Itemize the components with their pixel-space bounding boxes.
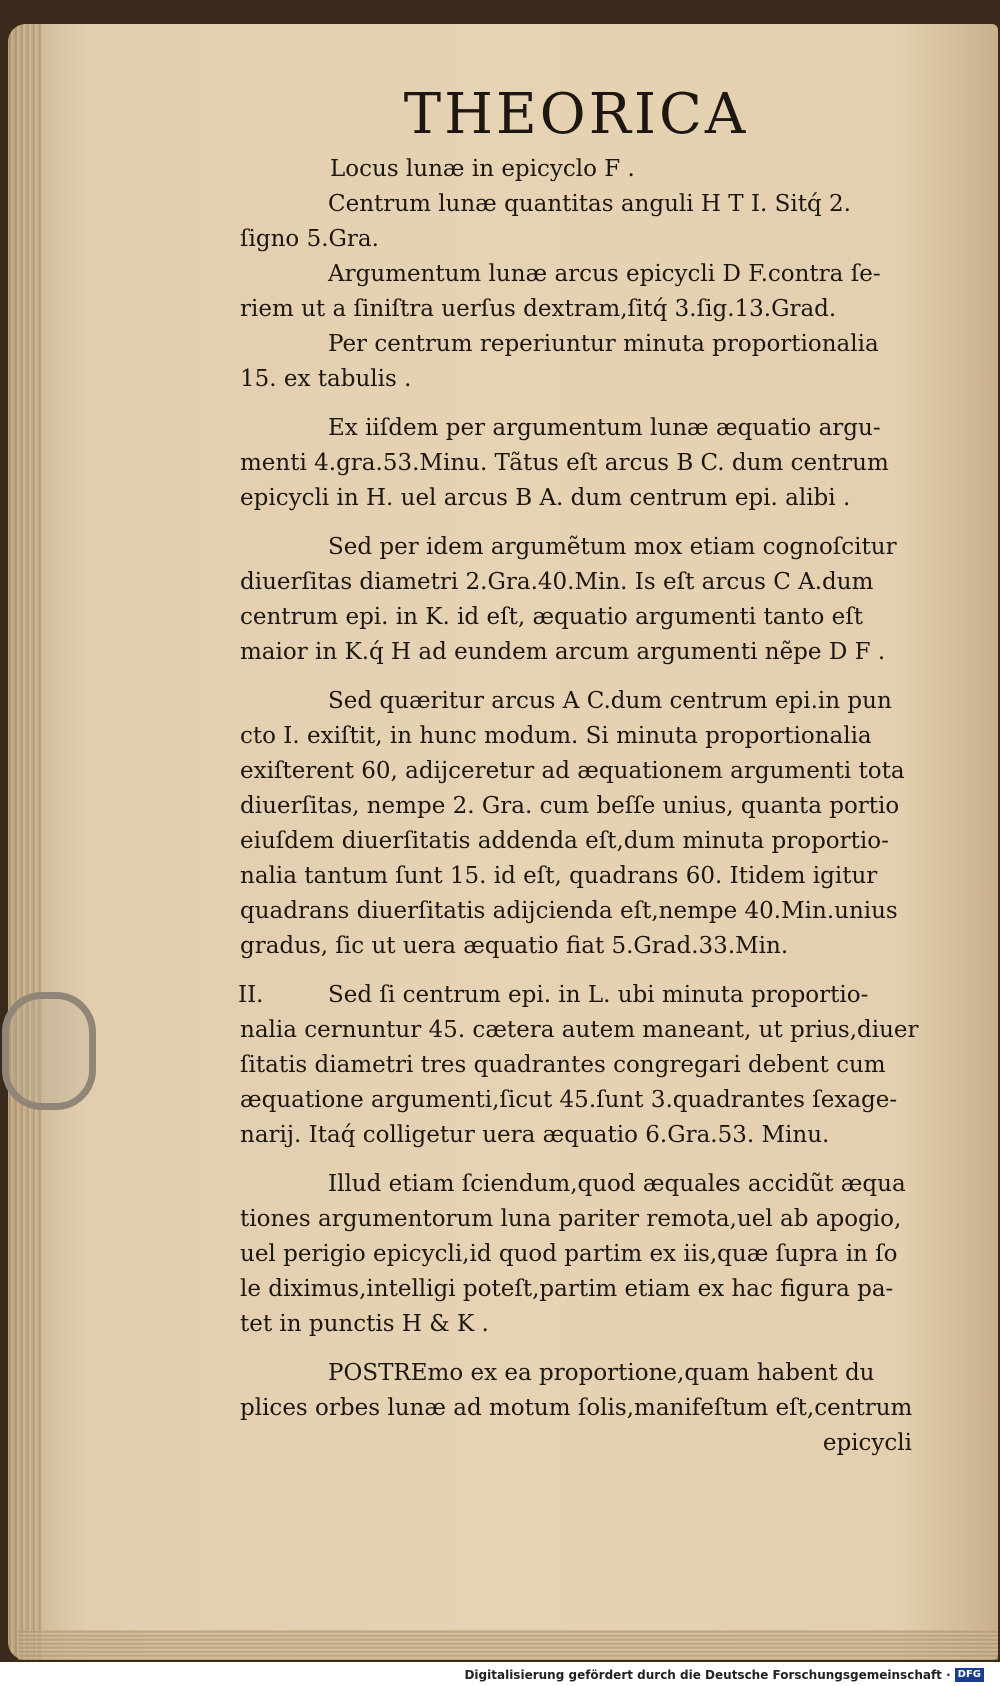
text-line: tet in punctis H & K .	[240, 1311, 489, 1337]
text-line: ſigno 5.Gra.	[240, 226, 379, 252]
text-line: narij. Itaq́ colligetur uera æquatio 6.Gra.53. Minu.	[240, 1122, 830, 1148]
text-line: Per centrum reperiuntur minuta proportionalia	[328, 331, 879, 357]
text-line: 15. ex tabulis .	[240, 366, 412, 392]
page-text	[238, 80, 919, 1461]
text-line: æquatione argumenti,ſicut 45.ſunt 3.quadrantes ſexage-	[240, 1087, 898, 1113]
text-line: riem ut a ſiniſtra uerſus dextram,ſitq́ 3.ſig.13.Grad.	[240, 296, 837, 322]
text-line: cto I. exiſtit, in hunc modum. Si minuta proportionalia	[240, 723, 872, 749]
text-line: Sed quæritur arcus A C.dum centrum epi.in pun	[328, 688, 892, 714]
marginal-note: II.	[238, 982, 264, 1008]
text-line: epicycli in H. uel arcus B A. dum centrum epi. alibi .	[240, 485, 851, 511]
text-line: gradus, ſic ut uera æquatio fiat 5.Grad.33.Min.	[240, 933, 789, 959]
text-line	[240, 978, 912, 1013]
text-line: Sed per idem argumẽtum mox etiam cognoſcitur	[328, 534, 897, 560]
dfg-logo: DFG	[955, 1668, 984, 1682]
text-line: Illud etiam ſciendum,quod æquales accidũt æqua	[328, 1171, 906, 1197]
text-line: Argumentum lunæ arcus epicycli D F.contra ſe-	[328, 261, 881, 287]
text-line: menti 4.gra.53.Minu. Tãtus eſt arcus B C. dum centrum	[240, 450, 889, 476]
text-line: diuerſitas diametri 2.Gra.40.Min. Is eſt arcus C A.dum	[240, 569, 874, 595]
text-line: ſitatis diametri tres quadrantes congregari debent cum	[240, 1052, 886, 1078]
text-line: diuerſitas, nempe 2. Gra. cum beſſe unius, quanta portio	[240, 793, 900, 819]
credit-text: Digitalisierung gefördert durch die Deutsche Forschungsgemeinschaft ·	[464, 1668, 951, 1682]
text-line: nalia cernuntur 45. cætera autem maneant, ut prius,diuer	[240, 1017, 919, 1043]
catchword: epicycli	[822, 1430, 912, 1456]
text-line: tiones argumentorum luna pariter remota,uel ab apogio,	[240, 1206, 902, 1232]
text-line-content: Sed ſi centrum epi. in L. ubi minuta proportio-	[328, 982, 869, 1008]
text-line: uel perigio epicycli,id quod partim ex iis,quæ ſupra in ſo	[240, 1241, 898, 1267]
book-ribbon-loop	[2, 992, 96, 1110]
text-line: quadrans diuerſitatis adijcienda eſt,nempe 40.Min.unius	[240, 898, 898, 924]
text-line: Ex iiſdem per argumentum lunæ æquatio argu-	[328, 415, 881, 441]
text-line: eiuſdem diuerſitatis addenda eſt,dum minuta proportio-	[240, 828, 889, 854]
text-line: POSTREmo ex ea proportione,quam habent du	[328, 1360, 875, 1386]
page-title: THEORICA	[403, 82, 749, 147]
page-bottom-edges	[18, 1630, 998, 1660]
digitization-credit	[464, 1668, 984, 1682]
text-line: Centrum lunæ quantitas anguli H T I. Sitq́ 2.	[328, 191, 851, 217]
page-edges	[8, 24, 42, 1660]
text-line: exiſterent 60, adijceretur ad æquationem argumenti tota	[240, 758, 905, 784]
text-line: Locus lunæ in epicyclo F .	[330, 156, 635, 182]
text-line: nalia tantum ſunt 15. id eſt, quadrans 60. Itidem igitur	[240, 863, 878, 889]
text-line: le diximus,intelligi poteſt,partim etiam ex hac figura pa-	[240, 1276, 894, 1302]
text-line: maior in K.q́ H ad eundem arcum argumenti nẽpe D F .	[240, 639, 886, 665]
text-line: centrum epi. in K. id eſt, æquatio argumenti tanto eſt	[240, 604, 863, 630]
text-line: plices orbes lunæ ad motum ſolis,manifeſtum eſt,centrum	[240, 1395, 913, 1421]
